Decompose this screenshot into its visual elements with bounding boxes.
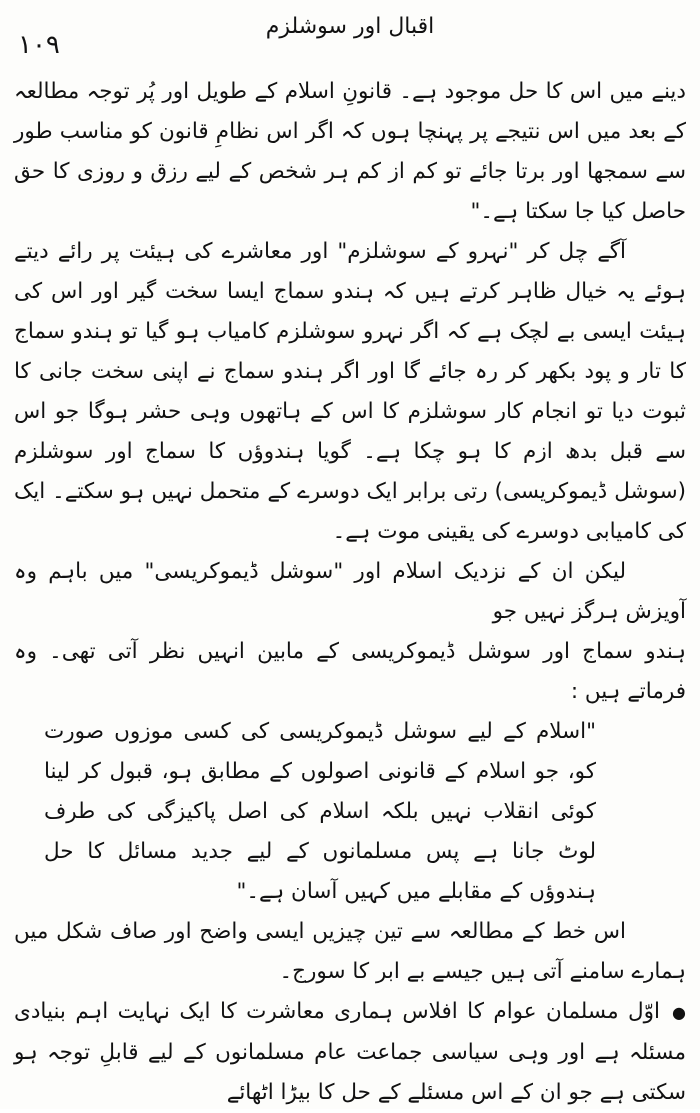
- bullet-text: اوّل مسلمان عوام کا افلاس ہماری معاشرت کا ایک نہایت اہم بنیادی مسئلہ ہے اور وہی سیاسی جماعت عام مسلمانوں کے لیے قابلِ توجہ ہو سکتی ہے جو ان کے اس مسئلے کے حل کا بیڑا اٹھائے: [14, 999, 686, 1105]
- body-text: [14, 72, 686, 1113]
- page-number: ۱۰۹: [18, 30, 60, 60]
- paragraph-4: اس خط کے مطالعہ سے تین چیزیں ایسی واضح اور صاف شکل میں ہمارے سامنے آتی ہیں جیسے بے ابر کا سورج۔: [14, 919, 686, 984]
- paragraph-1: دینے میں اس کا حل موجود ہے۔ قانونِ اسلام کے طویل اور پُر توجہ مطالعہ کے بعد میں اس نتیجے پر پہنچا ہوں کہ اگر اس نظامِ قانون کو مناسب طور سے سمجھا اور برتا جائے تو کم از کم ہر شخص کے لیے رزق و روزی کا حق حاصل کیا جا سکتا ہے۔": [14, 79, 686, 224]
- paragraph-2: آگے چل کر "نہرو کے سوشلزم" اور معاشرے کی ہیئت پر رائے دیتے ہوئے یہ خیال ظاہر کرتے ہیں کہ ہندو سماج ایسا سخت گیر اور اس کی ہیئت ایسی بے لچک ہے کہ اگر نہرو سوشلزم کامیاب ہو گیا تو ہندو سماج کا تار و پود بکھر کر رہ جائے گا اور اگر ہندو سماج نے اپنی سخت جانی کا ثبوت دیا تو انجام کار سوشلزم کا اس کے ہاتھوں وہی حشر ہوگا جو اس سے قبل بدھ ازم کا ہو چکا ہے۔ گویا ہندوؤں کا سماج اور سوشلزم (سوشل ڈیموکریسی) رتی برابر ایک دوسرے کے متحمل نہیں ہو سکتے۔ ایک کی کامیابی دوسرے کی یقینی موت ہے۔: [14, 239, 686, 544]
- page-title: اقبال اور سوشلزم: [265, 14, 435, 39]
- paragraph-3-rest: ہندو سماج اور سوشل ڈیموکریسی کے مابین انہیں نظر آتی تھی۔ وہ فرماتے ہیں :: [14, 639, 686, 704]
- paragraph-3-lead: لیکن ان کے نزدیک اسلام اور "سوشل ڈیموکریسی" میں باہم وہ آویزش ہرگز نہیں جو: [14, 559, 686, 624]
- bullet-paragraph: [14, 992, 686, 1113]
- bullet-icon: ●: [672, 1003, 686, 1022]
- block-quote: "اسلام کے لیے سوشل ڈیموکریسی کی کسی موزوں صورت کو، جو اسلام کے قانونی اصولوں کے مطابق ہو، قبول کر لینا کوئی انقلاب نہیں بلکہ اسلام کی اصل پاکیزگی کی طرف لوٹ جانا ہے پس مسلمانوں کے لیے جدید مسائل کا حل ہندوؤں کے مقابلے میں کہیں آسان ہے۔": [44, 719, 596, 904]
